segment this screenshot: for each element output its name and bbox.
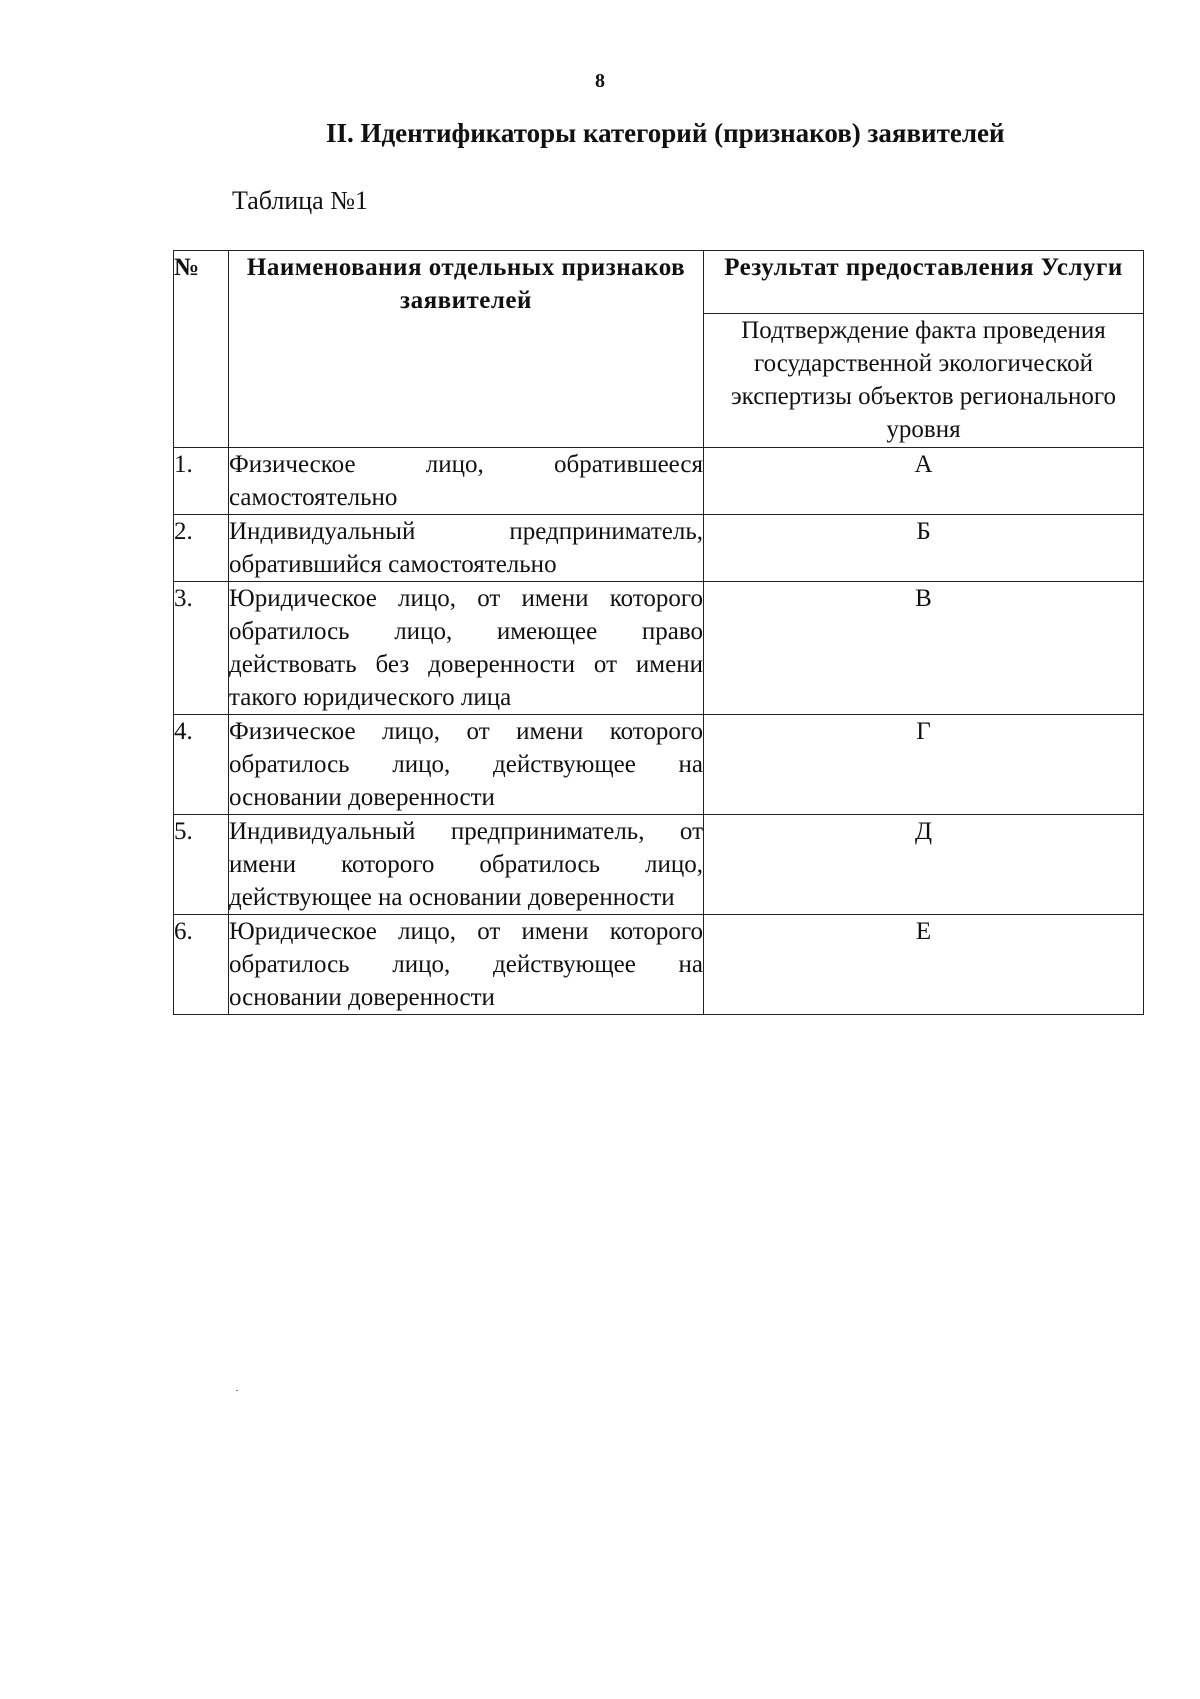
row-num: 1. (174, 448, 229, 515)
row-name: Индивидуальный предприниматель, от имени которого обратилось лицо, действующее на основании доверенности (229, 815, 704, 915)
scan-speck (236, 1390, 238, 1391)
row-name: Индивидуальный предприниматель, обратившийся самостоятельно (229, 515, 704, 582)
table-row (174, 515, 1144, 582)
section-title: II. Идентификаторы категорий (признаков) заявителей (326, 118, 1005, 148)
row-name: Юридическое лицо, от имени которого обратилось лицо, имеющее право действовать без доверенности от имени такого юридического лица (229, 582, 704, 715)
row-name: Физическое лицо, обратившееся самостоятельно (229, 448, 704, 515)
row-code: А (704, 448, 1144, 515)
applicant-categories-table (173, 250, 1144, 1015)
table-row (174, 715, 1144, 815)
header-result: Результат предоставления Услуги (704, 251, 1144, 314)
row-code: Е (704, 915, 1144, 1015)
row-num: 3. (174, 582, 229, 715)
table-caption: Таблица №1 (232, 186, 369, 215)
page-number: 8 (595, 70, 605, 92)
table-row (174, 815, 1144, 915)
row-code: В (704, 582, 1144, 715)
row-num: 6. (174, 915, 229, 1015)
row-code: Г (704, 715, 1144, 815)
row-code: Б (704, 515, 1144, 582)
row-name: Физическое лицо, от имени которого обратилось лицо, действующее на основании доверенности (229, 715, 704, 815)
row-name: Юридическое лицо, от имени которого обратилось лицо, действующее на основании доверенности (229, 915, 704, 1015)
header-num: № (174, 251, 229, 448)
table-header-row (174, 251, 1144, 314)
table-row (174, 915, 1144, 1015)
table-row (174, 582, 1144, 715)
row-num: 4. (174, 715, 229, 815)
header-name: Наименования отдельных признаков заявителей (229, 251, 704, 448)
row-num: 5. (174, 815, 229, 915)
row-code: Д (704, 815, 1144, 915)
table-row (174, 448, 1144, 515)
row-num: 2. (174, 515, 229, 582)
header-result-sub: Подтверждение факта проведения государственной экологической экспертизы объектов регионального уровня (704, 313, 1144, 447)
